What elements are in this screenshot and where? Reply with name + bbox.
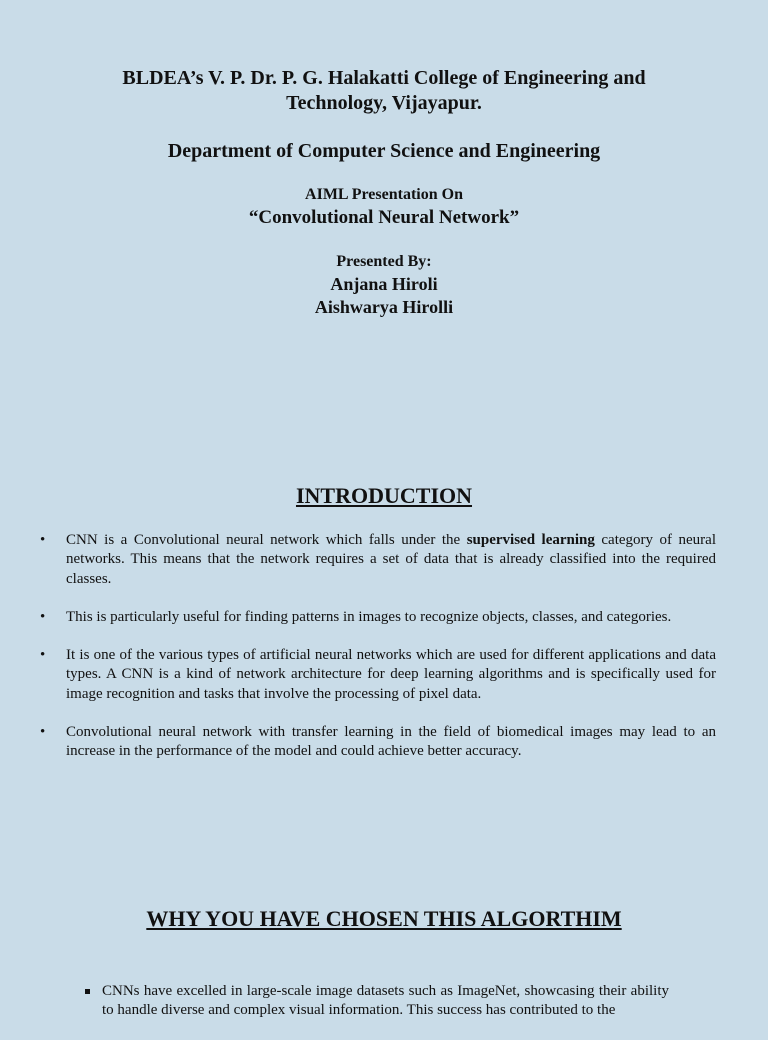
bullet-text: CNN is a Convolutional neural network which falls under the	[66, 532, 467, 548]
square-bullet-icon	[85, 989, 90, 994]
bullet-text: CNNs have excelled in large-scale image datasets such as ImageNet, showcasing their ability to handle diverse and complex visual information. This success has contributed to the	[102, 983, 669, 1019]
bullet-text: It is one of the various types of artificial neural networks which are used for different applications and data types. A CNN is a kind of network architecture for deep learning algorithms and is specifically used for image recognition and tasks that involve the processing of pixel data.	[66, 647, 716, 702]
introduction-bullet-list	[40, 531, 716, 781]
bullet-icon: •	[40, 608, 46, 625]
bullet-icon: •	[40, 532, 46, 548]
bullet-text: Convolutional neural network with transfer learning in the field of biomedical images may lead to an increase in the performance of the model and could achieve better accuracy.	[66, 724, 716, 760]
college-name-line-2: Technology, Vijayapur.	[286, 92, 482, 114]
presented-by-label: Presented By:	[336, 253, 432, 270]
list-item	[40, 723, 716, 762]
department-name: Department of Computer Science and Engineering	[167, 140, 601, 162]
bullet-text: category of neural networks. This means that the network requires a set of data that is already classified into the required classes.	[66, 532, 717, 587]
presentation-label: AIML Presentation On	[305, 186, 463, 203]
introduction-heading: INTRODUCTION	[295, 483, 473, 508]
presenter-name: Anjana Hiroli	[330, 274, 438, 294]
list-item	[40, 646, 716, 704]
college-name-line-1: BLDEA’s V. P. Dr. P. G. Halakatti College of Engineering and	[122, 67, 646, 89]
presentation-topic: “Convolutional Neural Network”	[248, 207, 520, 228]
why-chosen-heading: WHY YOU HAVE CHOSEN THIS ALGORTHIM	[146, 906, 622, 931]
list-item	[82, 982, 669, 1021]
presenter-name: Aishwarya Hirolli	[314, 297, 454, 317]
college-name	[0, 66, 768, 116]
why-chosen-bullet-list	[82, 982, 669, 1040]
bullet-emphasis: supervised learning	[466, 532, 595, 548]
bullet-icon: •	[40, 647, 46, 664]
list-item	[40, 608, 716, 627]
bullet-text: This is particularly useful for finding patterns in images to recognize objects, classes, and categories.	[66, 608, 672, 625]
title-block	[0, 66, 768, 319]
bullet-icon: •	[40, 724, 46, 741]
list-item	[40, 531, 716, 589]
